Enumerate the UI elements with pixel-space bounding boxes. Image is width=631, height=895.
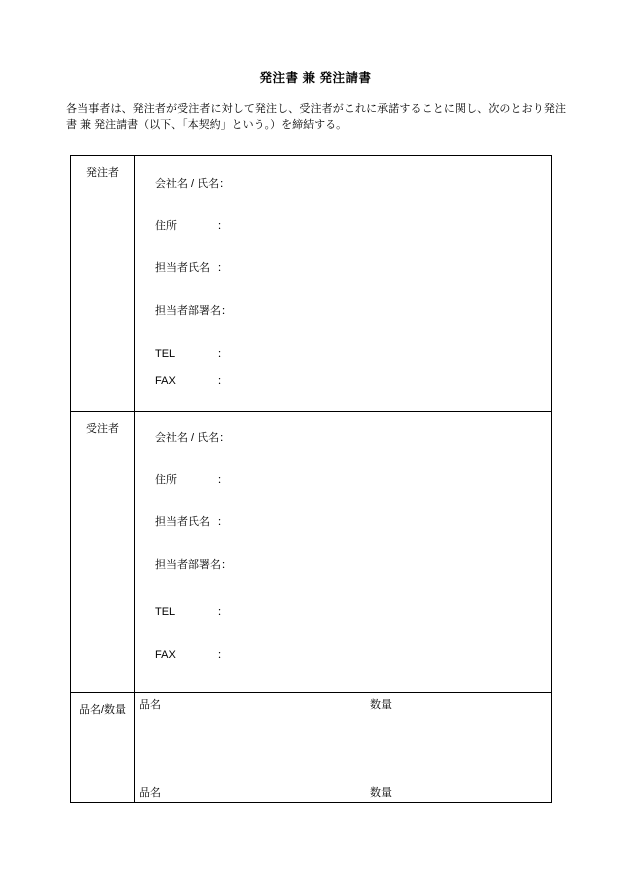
field-contact-name <box>155 262 544 275</box>
item-name-value-area[interactable] <box>169 787 359 800</box>
field-colon: ： <box>217 606 228 618</box>
table-row-contractor <box>71 411 551 692</box>
table-row-items <box>71 692 551 802</box>
field-company-name <box>155 178 544 191</box>
field-label: TEL <box>155 606 176 618</box>
field-colon: ： <box>219 178 231 190</box>
field-colon: ： <box>217 262 228 274</box>
order-form-table <box>70 155 552 803</box>
field-colon: ： <box>217 649 228 661</box>
table-row-orderer <box>71 156 551 411</box>
field-address <box>155 474 544 487</box>
field-contact-department <box>155 305 544 318</box>
row-content-cell <box>135 412 550 692</box>
field-colon: ： <box>217 474 228 486</box>
fax-value-area[interactable] <box>228 375 544 388</box>
row-header-label: 発注者 <box>86 167 119 179</box>
field-label: FAX <box>155 375 176 387</box>
address-value-area[interactable] <box>228 474 544 487</box>
field-address <box>155 220 544 233</box>
field-label: 担当者氏名 <box>155 262 210 274</box>
field-tel <box>155 348 544 361</box>
field-colon: ： <box>217 375 228 387</box>
document-title: 発注書 兼 発注請書 <box>259 71 372 85</box>
item-name-label: 品名 <box>139 699 161 711</box>
contact-name-value-area[interactable] <box>228 516 544 529</box>
field-company-name <box>155 432 544 445</box>
tel-value-area[interactable] <box>228 348 544 361</box>
field-label: 担当者氏名 <box>155 516 210 528</box>
row-content-cell <box>135 156 550 411</box>
tel-value-area[interactable] <box>228 606 544 619</box>
field-colon: ： <box>219 432 231 444</box>
intro-paragraph: 各当事者は、発注者が受注者に対して発注し、受注者がこれに承諾することに関し、次のとおり発注書 兼 発注請書（以下、「本契約」という。）を締結する。 <box>66 103 566 131</box>
field-label: 担当者部署名 <box>155 305 221 317</box>
field-colon: ： <box>221 559 232 571</box>
field-contact-department <box>155 559 544 572</box>
field-label: 住所 <box>155 220 177 232</box>
field-label: 住所 <box>155 474 177 486</box>
row-header-cell <box>71 412 135 692</box>
field-fax <box>155 649 544 662</box>
field-colon: ： <box>217 516 228 528</box>
field-label: TEL <box>155 348 176 360</box>
field-colon: ： <box>217 348 228 360</box>
item-qty-value-area[interactable] <box>401 787 521 800</box>
field-tel <box>155 606 544 619</box>
field-label: 担当者部署名 <box>155 559 221 571</box>
item-qty-value-area[interactable] <box>401 699 521 712</box>
field-label: FAX <box>155 649 176 661</box>
contact-department-value-area[interactable] <box>232 305 544 318</box>
field-colon: ： <box>221 305 232 317</box>
field-label: 会社名 / 氏名 <box>155 178 220 190</box>
company-name-value-area[interactable] <box>230 432 544 445</box>
address-value-area[interactable] <box>228 220 544 233</box>
contact-name-value-area[interactable] <box>228 262 544 275</box>
field-contact-name <box>155 516 544 529</box>
field-fax <box>155 375 544 388</box>
field-label: 会社名 / 氏名 <box>155 432 220 444</box>
item-name-label: 品名 <box>139 787 161 799</box>
item-row <box>139 699 546 713</box>
item-row <box>139 787 546 801</box>
item-qty-label: 数量 <box>370 699 392 711</box>
row-header-label: 受注者 <box>86 423 119 435</box>
row-header-cell <box>71 693 135 802</box>
row-header-cell <box>71 156 135 411</box>
row-content-cell <box>135 693 550 802</box>
field-colon: ： <box>217 220 228 232</box>
fax-value-area[interactable] <box>228 649 544 662</box>
row-header-label: 品名/数量 <box>78 704 127 716</box>
item-qty-label: 数量 <box>370 787 392 799</box>
company-name-value-area[interactable] <box>230 178 544 191</box>
item-name-value-area[interactable] <box>169 699 359 712</box>
contact-department-value-area[interactable] <box>232 559 544 572</box>
